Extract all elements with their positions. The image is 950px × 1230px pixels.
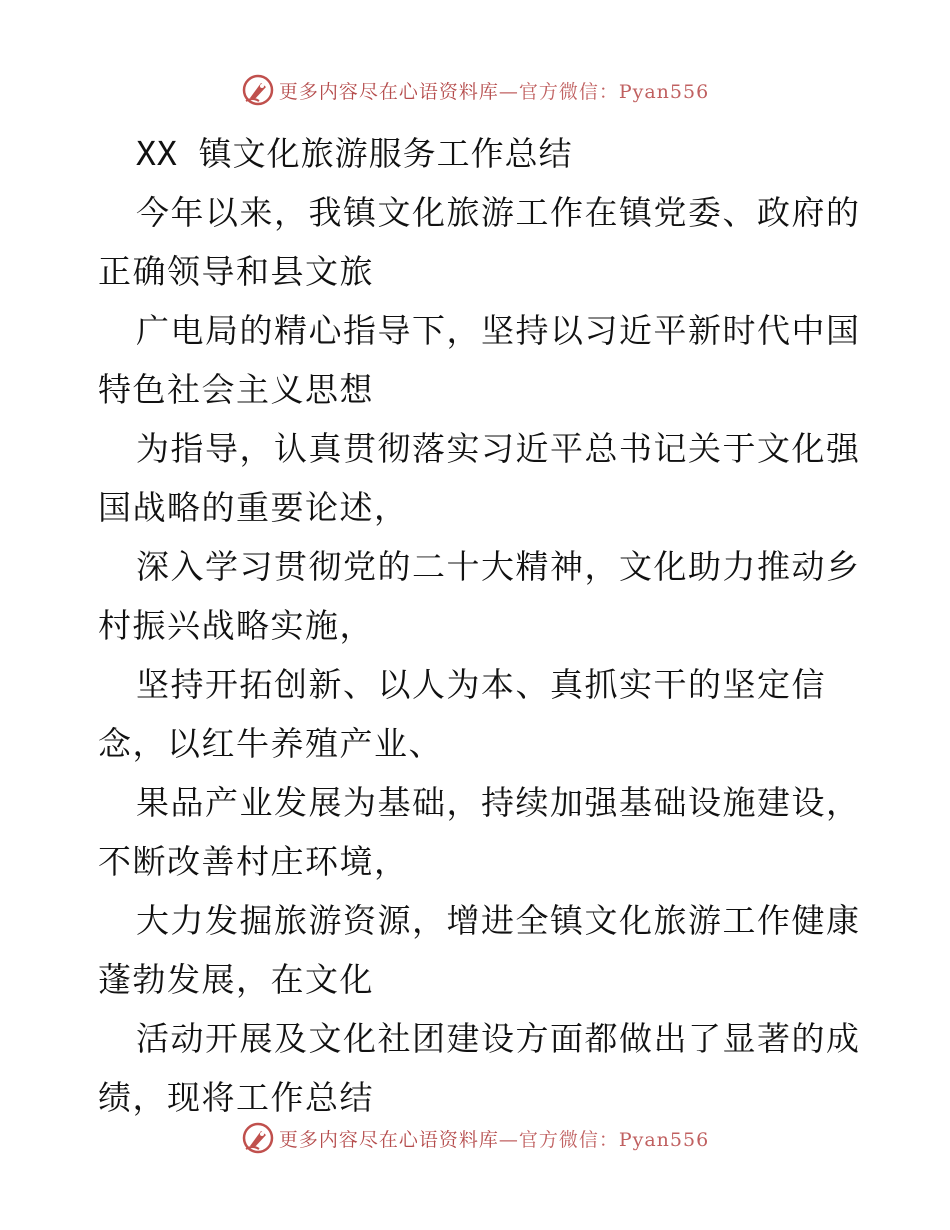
watermark-main-text: 更多内容尽在心语资料库 xyxy=(278,1128,499,1151)
paragraph xyxy=(98,655,858,773)
paragraph-list xyxy=(98,183,861,1127)
watermark-text xyxy=(279,77,709,104)
footer-watermark-banner xyxy=(0,1118,950,1158)
paragraph xyxy=(98,301,861,419)
paragraph xyxy=(98,773,861,891)
pen-nib-logo-icon xyxy=(241,1121,275,1155)
paragraph-line: 大力发掘旅游资源，增进全镇文化旅游工作健康 xyxy=(136,901,861,940)
paragraph xyxy=(98,419,861,537)
paragraph-line: 正确领导和县文旅 xyxy=(98,252,374,291)
paragraph xyxy=(98,1009,861,1127)
paragraph-line: 蓬勃发展，在文化 xyxy=(98,960,374,999)
paragraph-line: 村振兴战略实施， xyxy=(98,606,374,645)
paragraph-line: 不断改善村庄环境， xyxy=(98,842,409,881)
paragraph-line: 广电局的精心指导下，坚持以习近平新时代中国 xyxy=(136,311,861,350)
paragraph-line: 国战略的重要论述， xyxy=(98,488,409,527)
paragraph-line: 深入学习贯彻党的二十大精神，文化助力推动乡 xyxy=(136,547,861,586)
paragraph-line: 特色社会主义思想 xyxy=(98,370,374,409)
paragraph-line: 坚持开拓创新、以人为本、真抓实干的坚定信 xyxy=(136,665,826,704)
paragraph xyxy=(98,891,861,1009)
watermark-sub-text: —官方微信：Pyan556 xyxy=(498,1128,710,1151)
watermark-text xyxy=(279,1125,709,1152)
watermark-sub-text: —官方微信：Pyan556 xyxy=(498,80,710,103)
paragraph-line: 念，以红牛养殖产业、 xyxy=(98,724,443,763)
header-watermark-banner xyxy=(0,70,950,110)
document-title: XX 镇文化旅游服务工作总结 xyxy=(136,134,573,173)
paragraph xyxy=(98,537,861,655)
paragraph-line: 活动开展及文化社团建设方面都做出了显著的成 xyxy=(136,1019,861,1058)
watermark-main-text: 更多内容尽在心语资料库 xyxy=(278,80,499,103)
paragraph xyxy=(98,183,861,301)
paragraph-line: 绩，现将工作总结 xyxy=(98,1078,374,1117)
paragraph-line: 果品产业发展为基础，持续加强基础设施建设， xyxy=(136,783,861,822)
paragraph-line: 今年以来，我镇文化旅游工作在镇党委、政府的 xyxy=(136,193,861,232)
paragraph-line: 为指导，认真贯彻落实习近平总书记关于文化强 xyxy=(136,429,861,468)
pen-nib-logo-icon xyxy=(241,73,275,107)
document-body xyxy=(98,124,861,1127)
